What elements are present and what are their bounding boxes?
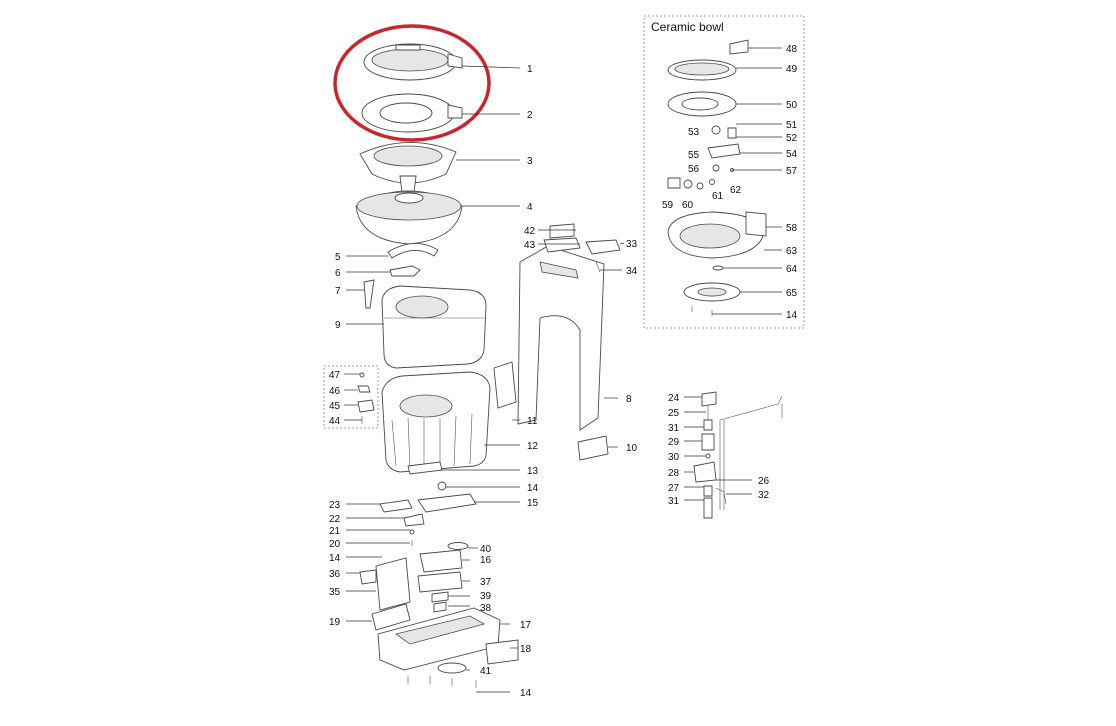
part-label: 3 (527, 156, 533, 167)
part-label: 40 (480, 544, 492, 555)
part-18-cover (486, 640, 518, 664)
part-12-lower-housing (382, 372, 490, 472)
part-14-screw (438, 482, 446, 490)
part-label: 60 (682, 200, 694, 211)
part-label: 55 (688, 150, 700, 161)
part-58-gasket (746, 212, 766, 236)
part-label: 10 (626, 443, 638, 454)
part-label: 45 (329, 401, 341, 412)
part-label: 12 (527, 441, 539, 452)
part-label: 54 (786, 149, 798, 160)
part-label: 38 (480, 603, 492, 614)
part-label: 57 (786, 166, 798, 177)
part-label: 42 (524, 226, 536, 237)
part-8-back-panel (518, 246, 604, 430)
part-label: 15 (527, 498, 539, 509)
parts-51-57 (708, 126, 740, 172)
part-3-bowl-top (360, 142, 456, 192)
part-label: 41 (480, 666, 492, 677)
parts-42-43 (544, 224, 580, 252)
part-label: 8 (626, 394, 632, 405)
part-label: 50 (786, 100, 798, 111)
part-label: 19 (329, 617, 341, 628)
part-label: 65 (786, 288, 798, 299)
part-10-plate (578, 436, 608, 460)
part-6-clip (390, 266, 420, 276)
part-label: 17 (520, 620, 532, 631)
part-label: 35 (329, 587, 341, 598)
part-label: 43 (524, 240, 536, 251)
part-label: 27 (668, 483, 680, 494)
part-label: 20 (329, 539, 341, 550)
part-label: 58 (786, 223, 798, 234)
part-label: 36 (329, 569, 341, 580)
part-label: 31 (668, 423, 680, 434)
part-label: 25 (668, 408, 680, 419)
part-label: 33 (626, 239, 638, 250)
part-label: 44 (329, 416, 341, 427)
part-22-cam (404, 514, 424, 526)
part-label: 1 (527, 64, 533, 75)
part-9-upper-housing (382, 286, 486, 368)
part-label: 51 (786, 120, 798, 131)
part-label: 63 (786, 246, 798, 257)
part-48 (730, 40, 748, 54)
part-label: 53 (688, 127, 700, 138)
part-7-lever (364, 280, 374, 308)
part-40-ring (448, 543, 468, 550)
part-label: 13 (527, 466, 539, 477)
part-label: 61 (712, 191, 724, 202)
part-label: 52 (786, 133, 798, 144)
inset-screws (692, 306, 712, 316)
part-label: 64 (786, 264, 798, 275)
valve-part-labels (668, 393, 770, 507)
part-label: 2 (527, 110, 533, 121)
part-label: 16 (480, 555, 492, 566)
parts-20-21-small (410, 530, 414, 546)
part-label: 48 (786, 44, 798, 55)
part-label: 47 (329, 370, 341, 381)
part-label: 26 (758, 476, 770, 487)
part-label: 59 (662, 200, 674, 211)
part-label: 11 (527, 416, 538, 427)
part-5-ring (388, 243, 438, 258)
inset-title: Ceramic bowl (651, 20, 724, 34)
part-label: 14 (520, 688, 532, 699)
bottom-screws (408, 676, 476, 688)
part-label: 9 (335, 320, 341, 331)
part-37-plate (418, 572, 462, 592)
part-50-seat (668, 92, 736, 116)
part-label: 37 (480, 577, 492, 588)
part-2-seat (362, 94, 462, 132)
part-label: 49 (786, 64, 798, 75)
part-label: 31 (668, 496, 680, 507)
part-label: 28 (668, 468, 680, 479)
part-64-seal (713, 266, 723, 270)
part-label: 4 (527, 202, 533, 213)
part-41-ring (438, 663, 466, 673)
part-16-plate (420, 550, 462, 572)
part-label: 46 (329, 386, 341, 397)
part-23-lever (380, 500, 412, 512)
part-label: 34 (626, 266, 638, 277)
part-label: 56 (688, 164, 700, 175)
part-11-bracket (494, 362, 516, 408)
part-label: 29 (668, 437, 680, 448)
part-label: 62 (730, 185, 742, 196)
part-4-tank-top (356, 191, 462, 244)
part-35-side-panel (376, 558, 410, 610)
part-label: 32 (758, 490, 770, 501)
parts-59-62 (668, 178, 715, 189)
part-label: 30 (668, 452, 680, 463)
part-49-lid (668, 60, 736, 80)
inset-part-labels (662, 44, 798, 321)
part-label: 14 (527, 483, 539, 494)
part-label: 24 (668, 393, 680, 404)
part-label: 18 (520, 644, 532, 655)
part-label: 39 (480, 591, 492, 602)
part-label: 14 (786, 310, 798, 321)
part-label: 6 (335, 268, 341, 279)
part-label: 21 (329, 526, 341, 537)
part-65-flange (684, 283, 740, 301)
part-label: 14 (329, 553, 341, 564)
part-19-rail (372, 604, 410, 630)
part-36-clip (360, 570, 376, 584)
small-fittings (358, 373, 374, 424)
part-label: 5 (335, 252, 341, 263)
part-label: 22 (329, 514, 341, 525)
part-label: 7 (335, 286, 341, 297)
part-15-slide-plate (418, 494, 476, 512)
parts-38-39 (432, 592, 448, 612)
part-1-lid (364, 44, 462, 80)
part-label: 23 (329, 500, 341, 511)
